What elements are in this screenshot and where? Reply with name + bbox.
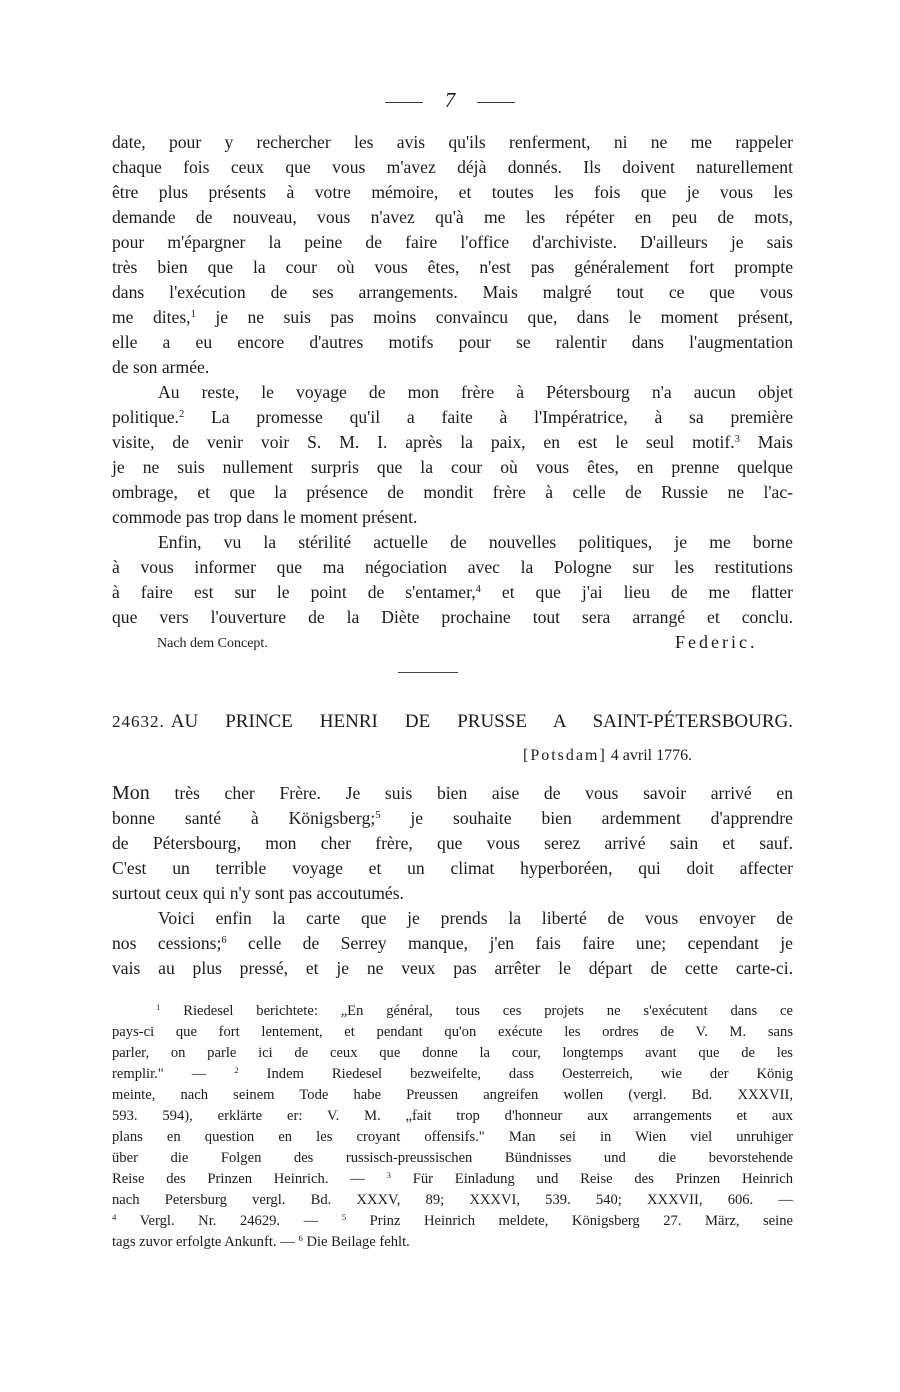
text-run: Mais: [739, 432, 793, 452]
footnote-ref: 4: [475, 584, 481, 596]
text-run: tags zuvor erfolgte Ankunft. —: [112, 1234, 299, 1250]
text-run: je souhaite bien ardemment d'apprendre: [380, 808, 793, 828]
document-number: 24632.: [112, 712, 165, 731]
page-number: 7: [444, 88, 456, 112]
text-line: être plus présents à votre mémoire, et toutes les fois que je vous les: [112, 182, 793, 202]
footnote-line: 593. 594), erklärte er: V. M. „fait trop d'honneur aux arrangements et aux: [112, 1108, 793, 1124]
footnote-ref: 5: [375, 810, 381, 822]
signature: Federic.: [675, 632, 758, 652]
dateline-date: 4 avril 1776.: [610, 747, 693, 764]
text-run: Die Beilage fehlt.: [302, 1234, 410, 1250]
text-run: Vergl. Nr. 24629. —: [116, 1213, 342, 1229]
text-line: [112, 580, 793, 605]
footnote-ref: 6: [221, 935, 227, 947]
footnote-marker: 1: [156, 1002, 161, 1013]
footnote-line: über die Folgen des russisch-preussischen Bündnisses und die bevorstehende: [112, 1150, 793, 1166]
text-line: dans l'exécution de ses arrangements. Mais malgré tout ce que vous: [112, 282, 793, 302]
text-line: date, pour y rechercher les avis qu'ils renferment, ni ne me rappeler: [112, 132, 793, 152]
footnote-line: parler, on parle ici de ceux que donne la cour, longtemps avant que de les: [112, 1045, 793, 1061]
text-line: pour m'épargner la peine de faire l'office d'archiviste. D'ailleurs je sais: [112, 232, 793, 252]
dateline: [523, 747, 692, 765]
text-run: Reise des Prinzen Heinrich. —: [112, 1171, 387, 1187]
footnote-line: [112, 1211, 793, 1232]
text-run: visite, de venir voir S. M. I. après la paix, en est le seul motif.: [112, 432, 735, 452]
footnote-ref: 2: [178, 409, 185, 421]
page-header: [0, 88, 900, 113]
section-divider: [398, 672, 458, 673]
text-run: Indem Riedesel bezweifelte, dass Oesterreich, wie der König: [238, 1066, 793, 1082]
footnote-marker: 5: [341, 1212, 347, 1223]
footnote-marker: 2: [234, 1065, 239, 1076]
text-run: remplir." —: [112, 1066, 235, 1082]
text-line: [112, 430, 793, 455]
footnote-line: nach Petersburg vergl. Bd. XXXV, 89; XXXVI, 539. 540; XXXVII, 606. —: [112, 1192, 793, 1208]
text-line: [112, 305, 793, 330]
text-line: [112, 781, 793, 806]
text-line: [112, 931, 793, 956]
footnote-line: plans en question en les croyant offensifs." Man sei in Wien viel unruhiger: [112, 1129, 793, 1145]
text-run: celle de Serrey manque, j'en fais faire une; cependant je: [226, 933, 793, 953]
text-line: [112, 806, 793, 831]
text-line: Enfin, vu la stérilité actuelle de nouvelles politiques, je me borne: [158, 532, 793, 552]
text-run: me dites,: [112, 307, 191, 327]
text-run: Riedesel berichtete: „En général, tous ces projets ne s'exécutent dans ce: [160, 1003, 793, 1019]
text-line: C'est un terrible voyage et un climat hyperboréen, qui doit affecter: [112, 858, 793, 878]
footnote-marker: 3: [386, 1170, 391, 1181]
footnote-line: pays-ci que fort lentement, et pendant qu'on exécute les ordres de V. M. sans: [112, 1024, 793, 1040]
text-line: de Pétersbourg, mon cher frère, que vous serez arrivé sain et sauf.: [112, 833, 793, 853]
text-run: je ne suis pas moins convaincu que, dans le moment présent,: [195, 307, 793, 327]
text-line: vais au plus pressé, et je ne veux pas arrêter le départ de cette carte-ci.: [112, 958, 793, 978]
text-line: surtout ceux qui n'y sont pas accoutumés.: [112, 883, 404, 903]
document-heading: [112, 711, 793, 733]
text-line: elle a eu encore d'autres motifs pour se ralentir dans l'augmentation: [112, 332, 793, 352]
dateline-place: [Potsdam]: [523, 747, 607, 764]
opening-word: Mon: [112, 782, 150, 804]
text-run: Für Einladung und Reise des Prinzen Heinrich: [390, 1171, 793, 1187]
text-line: Au reste, le voyage de mon frère à Pétersbourg n'a aucun objet: [158, 382, 793, 402]
footnote-line: [156, 1001, 793, 1022]
text-run: et que j'ai lieu de me flatter: [480, 582, 793, 602]
text-line: commode pas trop dans le moment présent.: [112, 507, 418, 527]
text-line: demande de nouveau, vous n'avez qu'à me les répéter en peu de mots,: [112, 207, 793, 227]
footnote-ref: 1: [190, 309, 196, 321]
text-run: bonne santé à Königsberg;: [112, 808, 376, 828]
source-note: Nach dem Concept.: [157, 636, 268, 651]
text-run: La promesse qu'il a faite à l'Impératrice, à sa première: [184, 407, 793, 427]
text-line: que vers l'ouverture de la Diète prochaine tout sera arrangé et conclu.: [112, 607, 793, 627]
text-run: à faire est sur le point de s'entamer,: [112, 582, 476, 602]
footnote-line: [112, 1232, 793, 1253]
footnote-line: meinte, nach seinem Tode habe Preussen angreifen wollen (vergl. Bd. XXXVII,: [112, 1087, 793, 1103]
text-line: Voici enfin la carte que je prends la liberté de vous envoyer de: [158, 908, 793, 928]
header-rule-right: [477, 102, 515, 103]
text-run: très cher Frère. Je suis bien aise de vous savoir arrivé en: [149, 783, 793, 803]
text-line: de son armée.: [112, 357, 210, 377]
footnote-marker: 6: [298, 1233, 303, 1244]
footnote-line: [112, 1169, 793, 1190]
header-rule-left: [385, 102, 423, 103]
text-line: ombrage, et que la présence de mondit frère à celle de Russie ne l'ac-: [112, 482, 793, 502]
text-line: [112, 405, 793, 430]
text-line: je ne suis nullement surpris que la cour où vous êtes, en prenne quelque: [112, 457, 793, 477]
text-line: très bien que la cour où vous êtes, n'est pas généralement fort prompte: [112, 257, 793, 277]
footnote-line: [112, 1064, 793, 1085]
text-run: Prinz Heinrich meldete, Königsberg 27. März, seine: [346, 1213, 793, 1229]
footnote-ref: 3: [734, 434, 740, 446]
document-title: AU PRINCE HENRI DE PRUSSE A SAINT-PÉTERSBOURG.: [170, 711, 793, 732]
text-run: politique.: [112, 407, 179, 427]
text-run: nos cessions;: [112, 933, 222, 953]
footnote-marker: 4: [112, 1212, 117, 1223]
text-line: chaque fois ceux que vous m'avez déjà donnés. Ils doivent naturellement: [112, 157, 793, 177]
text-line: à vous informer que ma négociation avec la Pologne sur les restitutions: [112, 557, 793, 577]
